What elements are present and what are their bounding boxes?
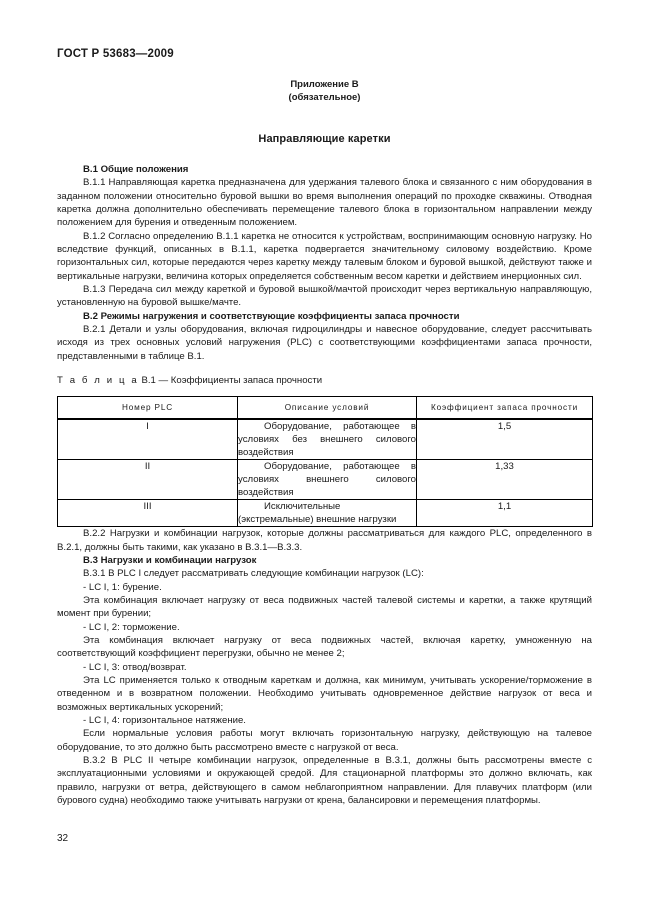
annex-heading-block bbox=[57, 78, 592, 104]
paragraph-b1-3: В.1.3 Передача сил между кареткой и буровой вышкой/мачтой происходит через вертикальную направляющую, установленную на буровой вышке/мачте. bbox=[57, 284, 592, 309]
page-number: 32 bbox=[57, 833, 69, 844]
cell-plc-number: I bbox=[58, 419, 238, 460]
table-header-safety-factor: Коэффициент запаса прочности bbox=[417, 396, 593, 419]
paragraph-b1-2: В.1.2 Согласно определению В.1.1 каретка не относится к устройствам, воспринимающим основную нагрузку. Но вследствие функций, описанных в В.1.1, каретка подвергается значительному силовому воздействию. Кроме горизонтальных сил, которые передаются через каретку между талевым блоком и буровой вышкой, действуют также и вертикальные нагрузки, величина которых определяется собственным весом каретки и действием инерционных сил. bbox=[57, 230, 592, 282]
annex-title: Приложение В bbox=[290, 79, 359, 90]
cell-condition-description: Оборудование, работающее в условиях без внешнего силового воздействия bbox=[238, 420, 416, 458]
annex-subtitle: (обязательное) bbox=[288, 92, 361, 103]
paragraph-lc-2-note: Эта комбинация включает нагрузку от веса подвижных частей, включая каретку, умноженную на соответствующий коэффициент перегрузки, обычно не менее 2; bbox=[57, 635, 592, 660]
cell-safety-factor: 1,5 bbox=[417, 419, 593, 460]
table-row bbox=[58, 419, 593, 460]
table-header-plc-number: Номер PLC bbox=[58, 396, 238, 419]
paragraph-lc-1-note: Эта комбинация включает нагрузку от веса подвижных частей талевой системы и каретки, а также крутящий момент при бурении; bbox=[57, 594, 592, 620]
cell-plc-number: II bbox=[58, 459, 238, 499]
list-item-lc-3: - LC I, 3: отвод/возврат. bbox=[83, 661, 187, 673]
table-caption-text: В.1 — Коэффициенты запаса прочности bbox=[141, 375, 323, 387]
paragraph-lc-4-note: Если нормальные условия работы могут включать горизонтальную нагрузку, действующую на талевое оборудование, то это должно быть рассмотрено вместе с нагрузкой от веса. bbox=[57, 728, 592, 753]
paragraph-b1-1: В.1.1 Направляющая каретка предназначена для удержания талевого блока и связанного с ним оборудования в заданном положении относительно буровой вышки во время выполнения операций по проходке скважины. Отводная каретка должна дополнительно обеспечивать перемещение талевого блока в горизонтальном направлении между положением для бурения и отведенным положением. bbox=[57, 177, 592, 229]
table-caption bbox=[57, 374, 592, 387]
table-row bbox=[58, 500, 593, 527]
paragraph-b2-2: В.2.2 Нагрузки и комбинации нагрузок, которые должны рассматриваться для каждого PLC, определенного в В.2.1, должны быть такими, как указано в В.3.1—В.3.3. bbox=[57, 528, 592, 553]
cell-plc-number: III bbox=[58, 500, 238, 527]
heading-b3: В.3 Нагрузки и комбинации нагрузок bbox=[83, 554, 257, 566]
cell-condition-description: Исключительные (экстремальные) внешние нагрузки bbox=[238, 500, 417, 527]
heading-b1: В.1 Общие положения bbox=[83, 164, 189, 175]
paragraph-b2-1: В.2.1 Детали и узлы оборудования, включая гидроцилиндры и навесное оборудование, следует рассчитывать исходя из трех основных условий нагружения (PLC) с соответствующими коэффициентами запаса прочности, представленными в таблице В.1. bbox=[57, 324, 592, 362]
cell-safety-factor: 1,33 bbox=[417, 459, 593, 499]
cell-condition-description: Оборудование, работающее в условиях внешнего силового воздействия bbox=[238, 460, 416, 498]
document-body bbox=[57, 163, 592, 807]
table-row bbox=[58, 459, 593, 499]
list-item-lc-4: - LC I, 4: горизонтальное натяжение. bbox=[83, 715, 246, 727]
cell-safety-factor: 1,1 bbox=[417, 500, 593, 527]
table-header-row bbox=[58, 396, 593, 419]
paragraph-lc-3-note: Эта LC применяется только к отводным кареткам и должна, как минимум, учитывать ускорение/торможение в отведенном и в возвратном положении. Необходимо учитывать одновременное действие нагрузок от веса и возможных вертикальных ускорений; bbox=[57, 675, 592, 713]
safety-factor-table bbox=[57, 396, 593, 528]
paragraph-b3-1: В.3.1 В PLC I следует рассматривать следующие комбинации нагрузок (LC): bbox=[83, 568, 424, 580]
list-item-lc-2: - LC I, 2: торможение. bbox=[83, 621, 180, 633]
heading-b2: В.2 Режимы нагружения и соответствующие коэффициенты запаса прочности bbox=[83, 310, 460, 322]
annex-section-title: Направляющие каретки bbox=[258, 133, 391, 145]
paragraph-b3-2: В.3.2 В PLC II четыре комбинации нагрузок, определенные в В.3.1, должны быть рассмотрены вместе с эксплуатационными условиями и окружающей средой. Для стационарной платформы это должно включать, как правило, нагрузки от ветра, действующего в самом неблагоприятном направлении. Для плавучих платформ (или бурового судна) необходимо также учитывать нагрузки от крена, балансировки и перемещения платформы. bbox=[57, 755, 592, 807]
list-item-lc-1: - LC I, 1: бурение. bbox=[83, 581, 162, 593]
table-caption-label: Т а б л и ц а bbox=[57, 375, 139, 387]
running-head-standard-number: ГОСТ Р 53683—2009 bbox=[57, 48, 174, 60]
table-header-condition-description: Описание условий bbox=[238, 396, 417, 419]
